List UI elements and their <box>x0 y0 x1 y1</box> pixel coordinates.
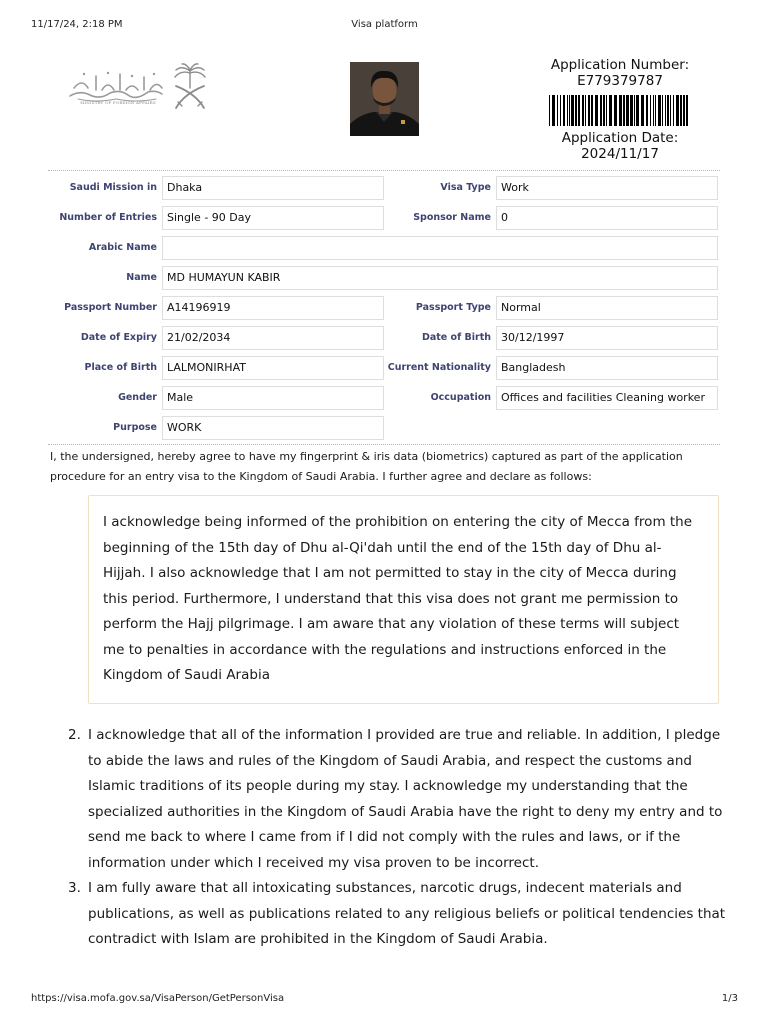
form-row-purpose <box>48 416 720 440</box>
ministry-english-text: MINISTRY OF FOREIGN AFFAIRS <box>80 100 156 105</box>
print-page-title: Visa platform <box>351 19 418 30</box>
form-row-name <box>48 266 720 290</box>
print-datetime: 11/17/24, 2:18 PM <box>31 19 123 30</box>
purpose-label: Purpose <box>113 422 157 433</box>
sponsor-name-value: 0 <box>496 206 718 230</box>
form-row-entries <box>48 206 720 230</box>
visa-type-label: Visa Type <box>440 182 491 193</box>
mecca-notice-text: I acknowledge being informed of the prohibition on entering the city of Mecca from the beginning of the 15th day of Dhu al-Qi'dah until the end of the 15th day of Dhu al-Hijjah. I also acknowledge that I am not permitted to stay in the city of Mecca during this period. Furthermore, I understand that this visa does not grant me permission to perform the Hajj pilgrimage. I am aware that any violation of these terms will subject me to penalties in accordance with the regulations and instructions enforced in the Kingdom of Saudi Arabia <box>103 514 693 683</box>
print-header <box>31 19 738 33</box>
visa-type-value: Work <box>496 176 718 200</box>
number-of-entries-value: Single - 90 Day <box>162 206 384 230</box>
form-row-mission <box>48 176 720 200</box>
occupation-value: Offices and facilities Cleaning worker <box>496 386 718 410</box>
arabic-name-label: Arabic Name <box>88 242 157 253</box>
application-date-label: Application Date: <box>561 130 679 146</box>
number-of-entries-label: Number of Entries <box>59 212 157 223</box>
applicant-photo <box>350 62 419 136</box>
form-row-gender <box>48 386 720 410</box>
form-row-arabic-name <box>48 236 720 260</box>
declaration-text: I am fully aware that all intoxicating substances, narcotic drugs, indecent materials and publications, as well as publications related to any religious beliefs or political tendencies that contradict with Islam are prohibited in the Kingdom of Saudi Arabia. <box>88 880 726 947</box>
purpose-value: WORK <box>162 416 384 440</box>
place-of-birth-value: LALMONIRHAT <box>162 356 384 380</box>
sponsor-name-label: Sponsor Name <box>413 212 491 223</box>
gender-value: Male <box>162 386 384 410</box>
name-value: MD HUMAYUN KABIR <box>162 266 718 290</box>
print-footer <box>31 993 738 1007</box>
date-of-birth-value: 30/12/1997 <box>496 326 718 350</box>
ministry-logo <box>66 62 210 114</box>
application-number: E779379787 <box>577 73 663 89</box>
declaration-number: 3. <box>68 880 81 896</box>
print-url: https://visa.mofa.gov.sa/VisaPerson/GetPersonVisa <box>31 993 285 1004</box>
passport-number-value: A14196919 <box>162 296 384 320</box>
application-info <box>520 57 720 162</box>
form-row-dates <box>48 326 720 350</box>
declaration-number: 2. <box>68 727 81 743</box>
print-page-number: 1/3 <box>721 993 738 1004</box>
declaration-item <box>68 876 728 953</box>
declarations-list <box>68 723 728 953</box>
application-number-label: Application Number: <box>550 57 690 73</box>
passport-number-label: Passport Number <box>64 302 157 313</box>
date-of-birth-label: Date of Birth <box>421 332 491 343</box>
biometrics-agreement-text: I, the undersigned, hereby agree to have my fingerprint & iris data (biometrics) captured as part of the application procedure for an entry visa to the Kingdom of Saudi Arabia. I further agree and declare as follows: <box>50 450 683 483</box>
saudi-mission-label: Saudi Mission in <box>69 182 157 193</box>
gender-label: Gender <box>118 392 157 403</box>
application-date: 2024/11/17 <box>581 146 659 162</box>
declaration-text: I acknowledge that all of the information I provided are true and reliable. In addition, I pledge to abide the laws and rules of the Kingdom of Saudi Arabia, and respect the customs and Islamic traditions of its people during my stay. I acknowledge my understanding that the specialized authorities in the Kingdom of Saudi Arabia have the right to deny my entry and to send me back to where I came from if I did not comply with the rules and laws, or if the information under which I received my visa proven to be incorrect. <box>88 727 723 871</box>
current-nationality-label: Current Nationality <box>387 362 491 373</box>
arabic-name-value <box>162 236 718 260</box>
mecca-notice-box <box>88 495 719 704</box>
current-nationality-value: Bangladesh <box>496 356 718 380</box>
passport-type-label: Passport Type <box>415 302 491 313</box>
saudi-emblem-icon <box>170 62 210 112</box>
date-of-expiry-label: Date of Expiry <box>80 332 157 343</box>
place-of-birth-label: Place of Birth <box>84 362 157 373</box>
passport-type-value: Normal <box>496 296 718 320</box>
form-row-passport <box>48 296 720 320</box>
application-barcode <box>549 95 691 126</box>
declaration-item <box>68 723 728 876</box>
saudi-mission-value: Dhaka <box>162 176 384 200</box>
occupation-label: Occupation <box>430 392 491 403</box>
name-label: Name <box>126 272 157 283</box>
divider-bottom <box>48 444 720 445</box>
form-row-origin <box>48 356 720 380</box>
date-of-expiry-value: 21/02/2034 <box>162 326 384 350</box>
divider-top <box>48 170 720 171</box>
